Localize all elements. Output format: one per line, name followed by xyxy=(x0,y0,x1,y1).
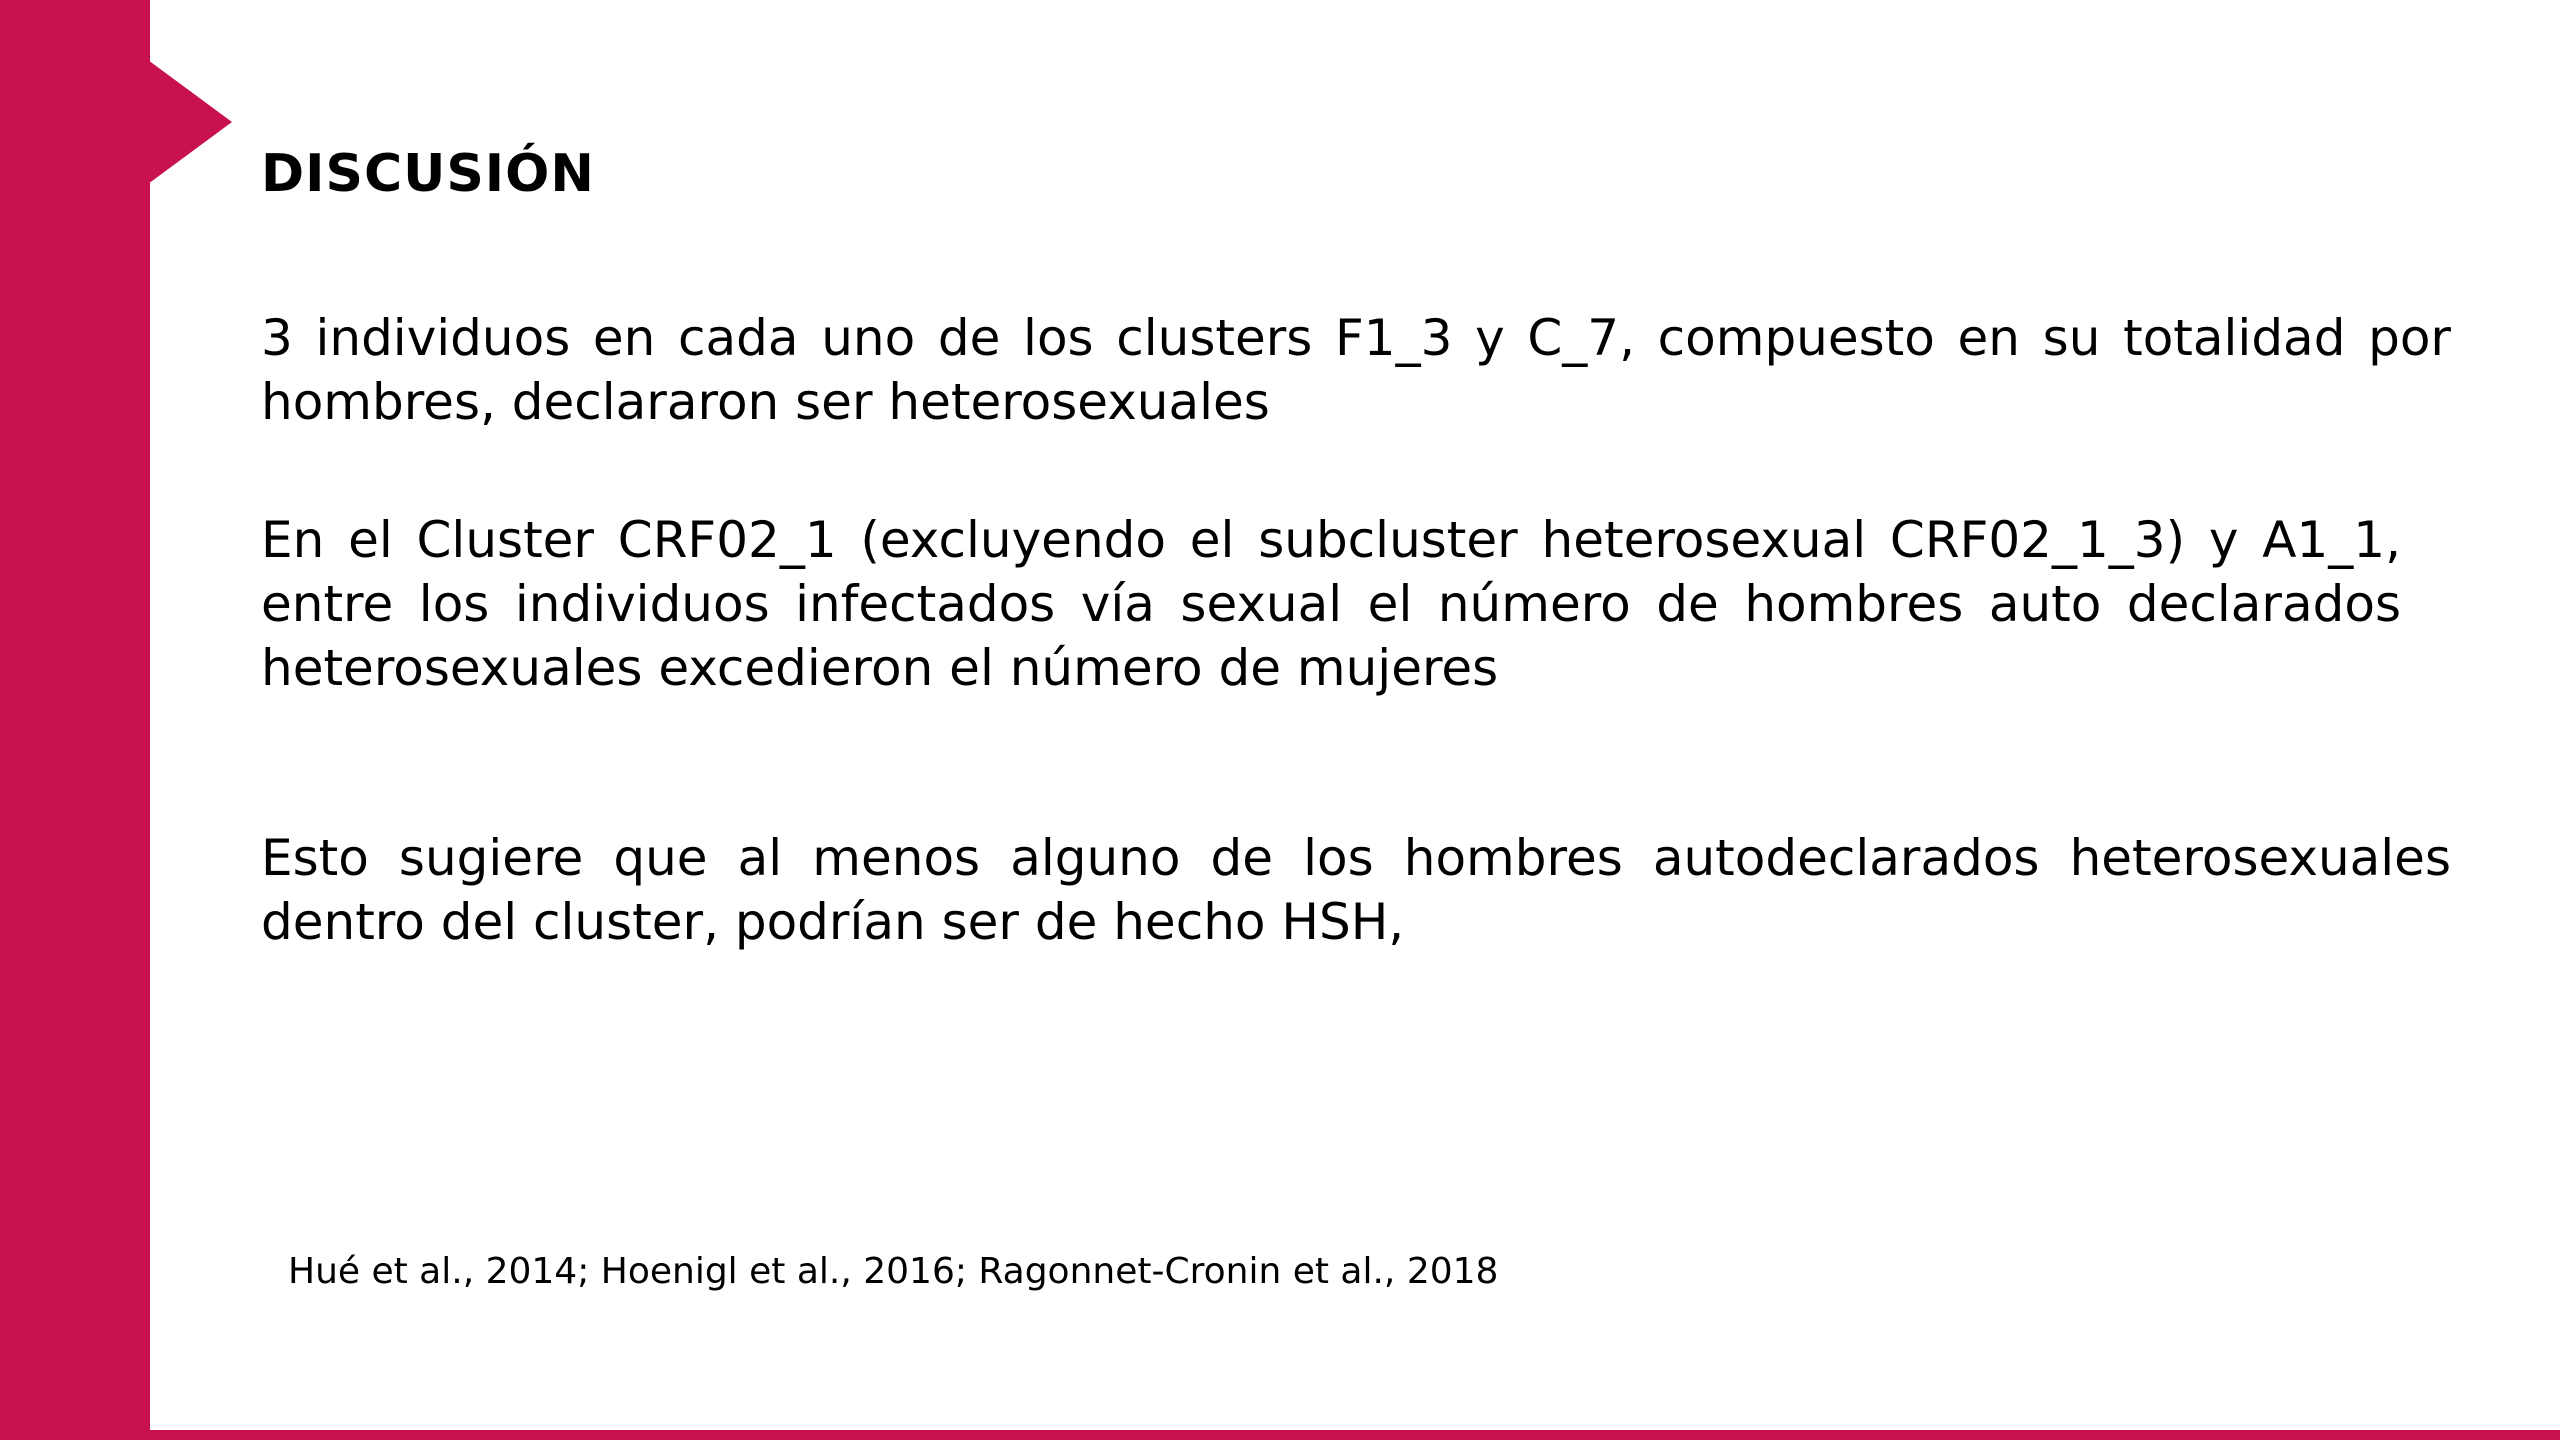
accent-side-bar xyxy=(0,0,150,1440)
citation-references: Hué et al., 2014; Hoenigl et al., 2016; Ragonnet-Cronin et al., 2018 xyxy=(288,1251,1499,1292)
paragraph-conclusion: Esto sugiere que al menos alguno de los hombres autodeclarados heterosexuales dentro del cluster, podrían ser de hecho HSH, xyxy=(261,829,2451,951)
paragraph-clusters: 3 individuos en cada uno de los clusters F1_3 y C_7, compuesto en su totalidad por hombres, declararon ser heterosexuales xyxy=(261,309,2451,431)
slide-heading: DISCUSIÓN xyxy=(261,144,595,204)
paragraph-crf02: En el Cluster CRF02_1 (excluyendo el subcluster heterosexual CRF02_1_3) y A1_1, entre los individuos infectados vía sexual el número de hombres auto declarados heterosexuales excedieron el número de mujeres xyxy=(261,511,2401,697)
arrow-tab-shape xyxy=(148,60,232,184)
accent-bottom-bar xyxy=(0,1430,2560,1440)
